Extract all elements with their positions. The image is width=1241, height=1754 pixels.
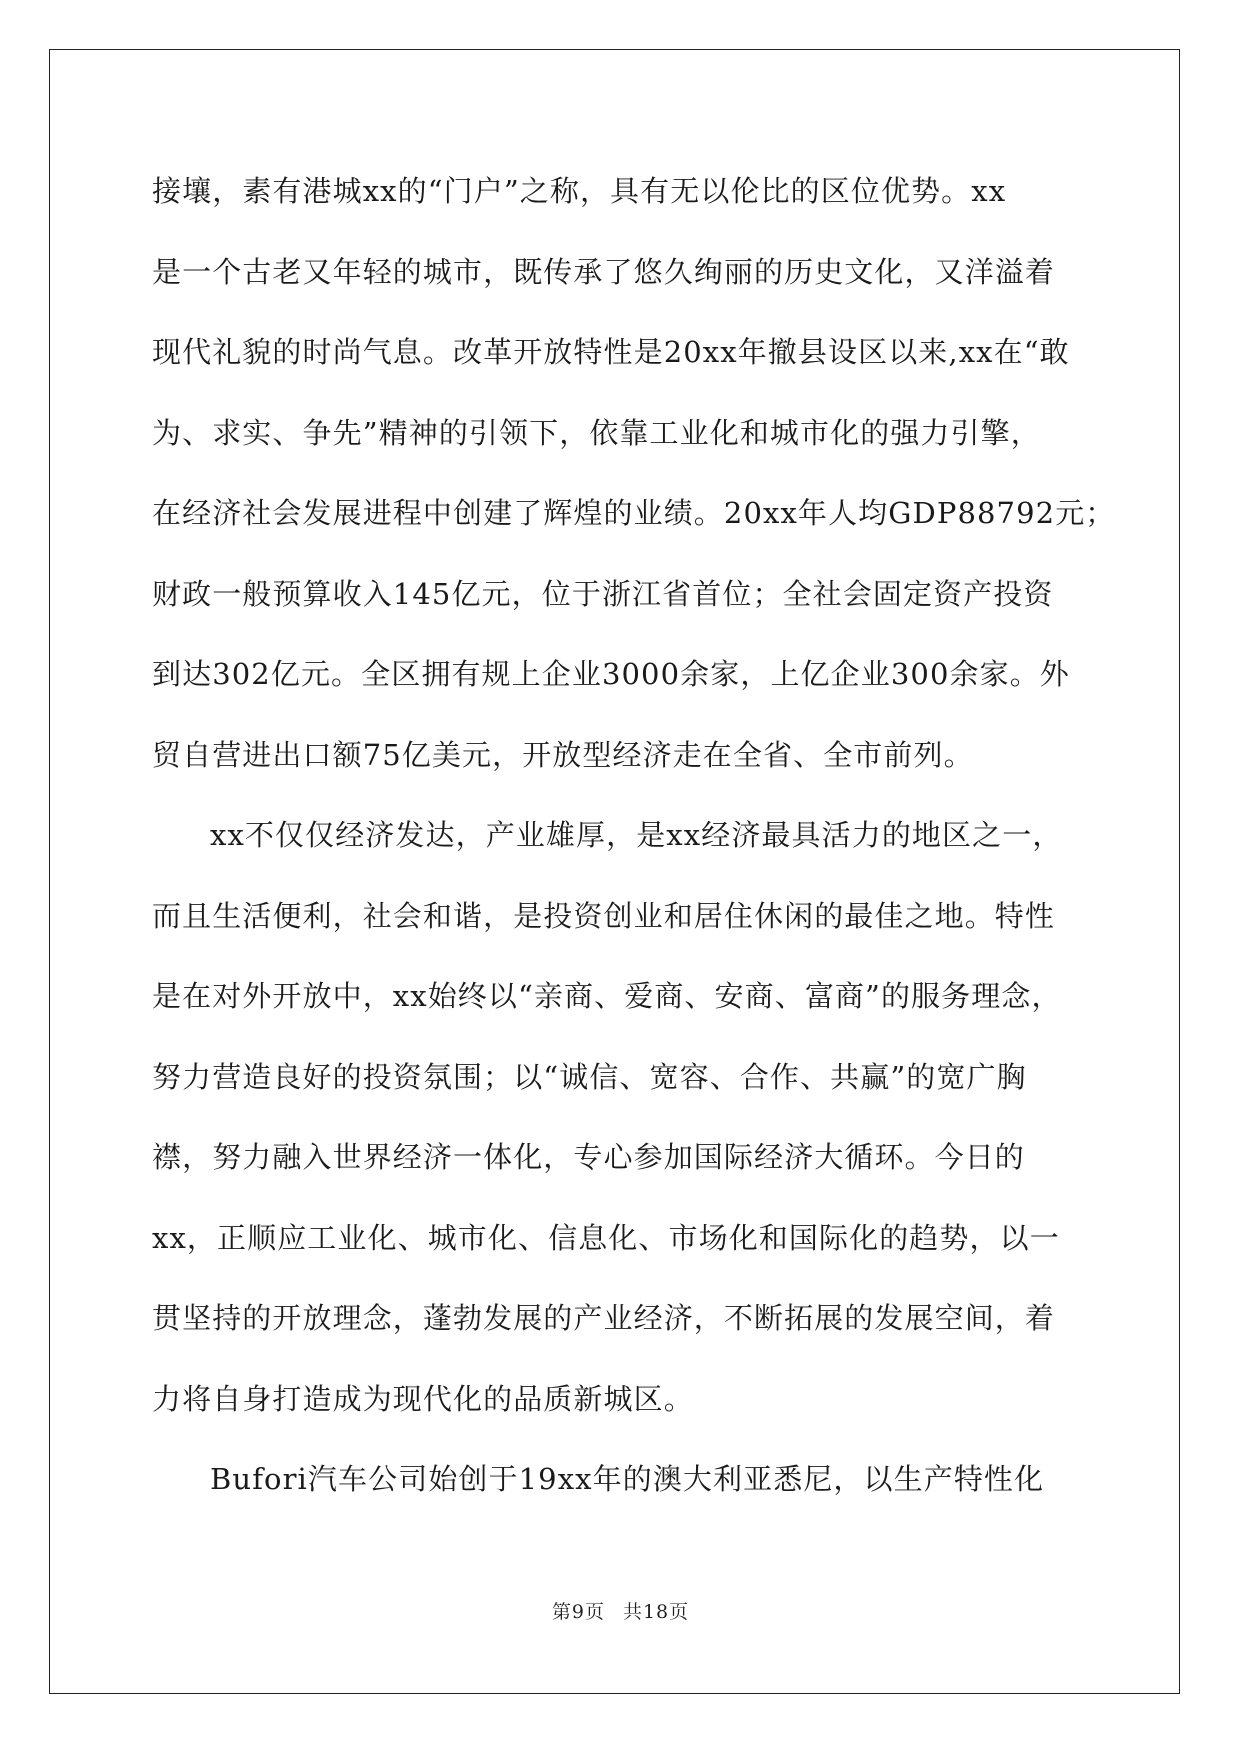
document-body bbox=[152, 171, 1116, 1540]
text-line: xx，正顺应工业化、城市化、信息化、市场化和国际化的趋势，以一 bbox=[152, 1220, 1060, 1255]
text-line: 为、求实、争先”精神的引领下，依靠工业化和城市化的强力引擎， bbox=[152, 415, 1041, 450]
page-footer bbox=[0, 1597, 1241, 1624]
page-total: 共18页 bbox=[622, 1601, 690, 1623]
text-line: 财政一般预算收入145亿元，位于浙江省首位；全社会固定资产投资 bbox=[152, 576, 1054, 611]
text-line: 襟，努力融入世界经济一体化，专心参加国际经济大循环。今日的 bbox=[152, 1140, 1025, 1174]
text-line: 到达302亿元。全区拥有规上企业3000余家，上亿企业300余家。外 bbox=[152, 657, 1070, 691]
text-line: 力将自身打造成为现代化的品质新城区。 bbox=[152, 1381, 694, 1416]
text-line: 接壤，素有港城xx的“门户”之称，具有无以伦比的区位优势。xx bbox=[152, 174, 1007, 208]
text-line: 贯坚持的开放理念，蓬勃发展的产业经济，不断拓展的发展空间，着 bbox=[152, 1301, 1056, 1335]
text-line: 是在对外开放中，xx始终以“亲商、爱商、安商、富商”的服务理念， bbox=[152, 979, 1062, 1013]
page-number: 第9页 bbox=[551, 1601, 605, 1623]
text-line: 在经济社会发展进程中创建了辉煌的业绩。20xx年人均GDP88792元； bbox=[152, 496, 1116, 530]
text-line: xx不仅仅经济发达，产业雄厚，是xx经济最具活力的地区之一， bbox=[210, 818, 1063, 852]
text-line: 而且生活便利，社会和谐，是投资创业和居住休闲的最佳之地。特性 bbox=[152, 898, 1056, 933]
text-line: 是一个古老又年轻的城市，既传承了悠久绚丽的历史文化，又洋溢着 bbox=[152, 254, 1056, 289]
text-line: Bufori汽车公司始创于19xx年的澳大利亚悉尼，以生产特性化 bbox=[210, 1462, 1045, 1496]
text-line: 现代礼貌的时尚气息。改革开放特性是20xx年撤县设区以来,xx在“敢 bbox=[152, 335, 1070, 369]
text-line: 努力营造良好的投资氛围；以“诚信、宽容、合作、共赢”的宽广胸 bbox=[152, 1059, 1027, 1094]
text-line: 贸自营进出口额75亿美元，开放型经济走在全省、全市前列。 bbox=[152, 737, 974, 772]
